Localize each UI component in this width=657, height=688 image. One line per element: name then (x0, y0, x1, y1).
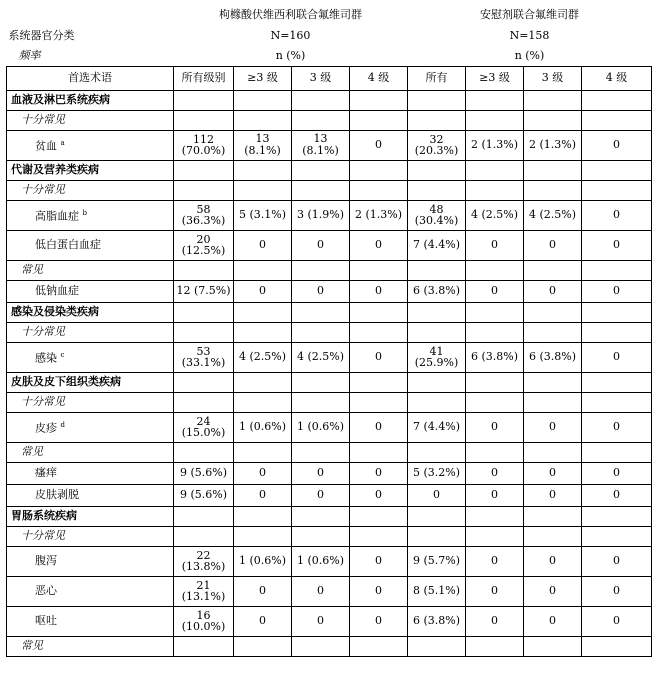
empty-cell (234, 90, 292, 110)
freq-label: 频率 (18, 48, 41, 62)
adverse-reaction-table (6, 4, 652, 657)
value-cell: 0 (292, 606, 350, 636)
frequency-row (7, 526, 652, 546)
value-cell: 4 (2.5%) (234, 342, 292, 372)
value-cell: 2 (1.3%) (350, 200, 408, 230)
empty-cell (292, 506, 350, 526)
value-two-line: 58 (36.3%) (181, 203, 226, 227)
col-header: ≥3 级 (466, 66, 524, 90)
frequency-label: 常见 (7, 636, 174, 656)
empty-cell (582, 302, 652, 322)
value-cell: 0 (292, 230, 350, 260)
value-cell: 0 (582, 200, 652, 230)
empty-cell (350, 110, 408, 130)
empty-cell (524, 302, 582, 322)
group1-n: N=160 (270, 29, 311, 42)
empty-cell (234, 180, 292, 200)
frequency-row (7, 442, 652, 462)
value-cell: 0 (582, 280, 652, 302)
soc-name: 感染及侵染类疾病 (7, 302, 174, 322)
empty-cell (582, 180, 652, 200)
empty-cell (466, 392, 524, 412)
empty-cell (408, 526, 466, 546)
empty-cell (350, 442, 408, 462)
group1-npct: n (%) (275, 48, 306, 62)
value-cell: 1 (0.6%) (292, 546, 350, 576)
empty-cell (466, 322, 524, 342)
value-cell: 0 (350, 462, 408, 484)
empty-cell (234, 442, 292, 462)
term-cell (7, 606, 174, 636)
empty-cell (292, 302, 350, 322)
empty-cell (582, 260, 652, 280)
term-row (7, 606, 652, 636)
value-cell: 0 (292, 462, 350, 484)
header-blank (7, 4, 174, 26)
term-name: 低白蛋白血症 (35, 238, 101, 251)
empty-cell (292, 322, 350, 342)
value-cell: 0 (524, 546, 582, 576)
empty-cell (174, 526, 234, 546)
empty-cell (292, 526, 350, 546)
value-two-line: 32 (20.3%) (414, 133, 459, 157)
value-two-line: 24 (15.0%) (181, 415, 226, 439)
empty-cell (524, 526, 582, 546)
soc-row (7, 160, 652, 180)
value-cell: 0 (350, 342, 408, 372)
term-cell (7, 484, 174, 506)
column-header-row (7, 66, 652, 90)
empty-cell (292, 90, 350, 110)
empty-cell (524, 506, 582, 526)
empty-cell (174, 636, 234, 656)
frequency-row (7, 322, 652, 342)
value-cell: 1 (0.6%) (292, 412, 350, 442)
empty-cell (350, 180, 408, 200)
empty-cell (582, 526, 652, 546)
value-cell: 0 (234, 462, 292, 484)
empty-cell (292, 160, 350, 180)
value-cell: 0 (292, 280, 350, 302)
value-cell: 12 (7.5%) (174, 280, 234, 302)
term-name: 皮肤剥脱 (35, 488, 79, 501)
term-name: 感染 (35, 351, 57, 365)
value-cell: 0 (582, 546, 652, 576)
empty-cell (234, 372, 292, 392)
empty-cell (292, 636, 350, 656)
value-cell: 13 (8.1%) (292, 130, 350, 160)
empty-cell (408, 302, 466, 322)
empty-cell (350, 302, 408, 322)
empty-cell (174, 372, 234, 392)
col-header: 4 级 (582, 66, 652, 90)
value-cell: 0 (350, 576, 408, 606)
value-cell: 1 (0.6%) (234, 412, 292, 442)
empty-cell (234, 260, 292, 280)
value-cell: 0 (582, 130, 652, 160)
value-cell: 0 (524, 462, 582, 484)
term-row (7, 280, 652, 302)
empty-cell (350, 526, 408, 546)
empty-cell (582, 636, 652, 656)
empty-cell (234, 110, 292, 130)
value-cell: 4 (2.5%) (292, 342, 350, 372)
term-cell (7, 546, 174, 576)
empty-cell (174, 302, 234, 322)
empty-cell (234, 160, 292, 180)
value-cell: 0 (524, 230, 582, 260)
value-cell: 4 (2.5%) (524, 200, 582, 230)
term-cell (7, 412, 174, 442)
empty-cell (582, 442, 652, 462)
frequency-row (7, 180, 652, 200)
value-cell: 0 (350, 484, 408, 506)
value-cell: 0 (234, 280, 292, 302)
value-two-line: 41 (25.9%) (414, 345, 459, 369)
value-cell: 0 (582, 230, 652, 260)
soc-name: 血液及淋巴系统疾病 (7, 90, 174, 110)
value-cell: 6 (3.8%) (466, 342, 524, 372)
empty-cell (582, 322, 652, 342)
empty-cell (234, 526, 292, 546)
empty-cell (292, 260, 350, 280)
empty-cell (524, 392, 582, 412)
frequency-row (7, 110, 652, 130)
value-cell: 0 (350, 412, 408, 442)
value-cell: 0 (234, 606, 292, 636)
value-cell: 3 (1.9%) (292, 200, 350, 230)
empty-cell (408, 372, 466, 392)
term-cell (7, 130, 174, 160)
value-cell: 6 (3.8%) (408, 280, 466, 302)
empty-cell (582, 110, 652, 130)
value-cell: 0 (234, 230, 292, 260)
value-two-line: 16 (10.0%) (181, 609, 226, 633)
col-header: 所有 (408, 66, 466, 90)
empty-cell (408, 180, 466, 200)
term-cell (7, 280, 174, 302)
term-cell (7, 462, 174, 484)
empty-cell (174, 322, 234, 342)
empty-cell (466, 260, 524, 280)
term-cell (7, 342, 174, 372)
value-cell: 0 (466, 576, 524, 606)
empty-cell (408, 322, 466, 342)
value-cell: 0 (466, 412, 524, 442)
value-cell: 13 (8.1%) (234, 130, 292, 160)
value-cell: 9 (5.6%) (174, 462, 234, 484)
empty-cell (350, 636, 408, 656)
value-cell (174, 342, 234, 372)
empty-cell (408, 160, 466, 180)
soc-row (7, 372, 652, 392)
empty-cell (350, 160, 408, 180)
frequency-label: 常见 (7, 260, 174, 280)
empty-cell (466, 160, 524, 180)
value-cell: 0 (582, 576, 652, 606)
empty-cell (408, 90, 466, 110)
empty-cell (524, 160, 582, 180)
col-header: 3 级 (292, 66, 350, 90)
soc-row (7, 506, 652, 526)
col-header: 3 级 (524, 66, 582, 90)
frequency-row (7, 392, 652, 412)
value-cell: 0 (350, 546, 408, 576)
col-header: 4 级 (350, 66, 408, 90)
empty-cell (466, 506, 524, 526)
empty-cell (582, 160, 652, 180)
empty-cell (408, 110, 466, 130)
term-name: 瘙痒 (35, 466, 57, 479)
value-two-line: 112 (70.0%) (181, 133, 226, 157)
value-cell: 0 (350, 230, 408, 260)
value-two-line: 53 (33.1%) (181, 345, 226, 369)
term-row (7, 576, 652, 606)
term-cell (7, 230, 174, 260)
value-cell (174, 576, 234, 606)
value-cell: 8 (5.1%) (408, 576, 466, 606)
value-cell: 0 (350, 606, 408, 636)
empty-cell (466, 442, 524, 462)
footnote-marker: a (60, 139, 65, 148)
pt-label: 首选术语 (7, 66, 174, 90)
value-cell: 0 (350, 280, 408, 302)
empty-cell (524, 322, 582, 342)
empty-cell (292, 180, 350, 200)
value-cell: 0 (466, 462, 524, 484)
value-cell: 2 (1.3%) (466, 130, 524, 160)
value-cell: 0 (466, 546, 524, 576)
empty-cell (234, 322, 292, 342)
group1-title: 枸橼酸伏维西利联合氟维司群 (219, 8, 362, 21)
empty-cell (524, 110, 582, 130)
value-cell: 5 (3.2%) (408, 462, 466, 484)
empty-cell (466, 526, 524, 546)
value-cell: 6 (3.8%) (408, 606, 466, 636)
footnote-marker: d (60, 421, 65, 430)
empty-cell (582, 506, 652, 526)
empty-cell (582, 392, 652, 412)
footnote-marker: b (82, 209, 87, 218)
term-row (7, 230, 652, 260)
soc-name: 代谢及营养类疾病 (7, 160, 174, 180)
value-cell: 7 (4.4%) (408, 230, 466, 260)
empty-cell (174, 442, 234, 462)
empty-cell (174, 260, 234, 280)
term-name: 呕吐 (35, 614, 57, 627)
empty-cell (524, 260, 582, 280)
empty-cell (292, 392, 350, 412)
term-name: 低钠血症 (35, 284, 79, 297)
term-cell (7, 200, 174, 230)
soc-label: 系统器官分类 (8, 29, 75, 42)
term-row (7, 546, 652, 576)
value-cell: 0 (466, 230, 524, 260)
value-cell: 0 (582, 606, 652, 636)
value-cell: 9 (5.6%) (174, 484, 234, 506)
empty-cell (408, 636, 466, 656)
value-cell: 0 (234, 484, 292, 506)
value-cell: 7 (4.4%) (408, 412, 466, 442)
value-cell: 0 (408, 484, 466, 506)
empty-cell (174, 90, 234, 110)
empty-cell (234, 302, 292, 322)
value-cell: 0 (582, 342, 652, 372)
empty-cell (408, 260, 466, 280)
col-header: ≥3 级 (234, 66, 292, 90)
value-cell: 0 (292, 576, 350, 606)
value-cell: 0 (524, 576, 582, 606)
term-row (7, 342, 652, 372)
empty-cell (174, 110, 234, 130)
group2-title: 安慰剂联合氟维司群 (480, 8, 579, 21)
value-cell (174, 606, 234, 636)
value-cell: 9 (5.7%) (408, 546, 466, 576)
empty-cell (174, 180, 234, 200)
value-cell: 0 (466, 606, 524, 636)
empty-cell (292, 442, 350, 462)
value-cell (408, 200, 466, 230)
value-cell: 0 (582, 412, 652, 442)
empty-cell (174, 392, 234, 412)
empty-cell (350, 372, 408, 392)
soc-row (7, 90, 652, 110)
term-row (7, 484, 652, 506)
value-cell: 0 (524, 412, 582, 442)
value-cell: 5 (3.1%) (234, 200, 292, 230)
empty-cell (582, 372, 652, 392)
empty-cell (466, 180, 524, 200)
empty-cell (466, 636, 524, 656)
empty-cell (292, 110, 350, 130)
empty-cell (524, 90, 582, 110)
value-cell: 2 (1.3%) (524, 130, 582, 160)
empty-cell (234, 392, 292, 412)
empty-cell (350, 392, 408, 412)
footnote-marker: c (60, 351, 65, 360)
frequency-row (7, 636, 652, 656)
empty-cell (174, 506, 234, 526)
value-cell: 0 (292, 484, 350, 506)
value-cell (408, 342, 466, 372)
value-cell (174, 412, 234, 442)
frequency-label: 十分常见 (7, 526, 174, 546)
value-cell: 4 (2.5%) (466, 200, 524, 230)
empty-cell (466, 372, 524, 392)
empty-cell (524, 636, 582, 656)
empty-cell (350, 506, 408, 526)
value-cell (174, 200, 234, 230)
value-cell: 6 (3.8%) (524, 342, 582, 372)
empty-cell (174, 160, 234, 180)
value-cell (174, 546, 234, 576)
value-cell: 0 (524, 280, 582, 302)
value-cell: 0 (350, 130, 408, 160)
empty-cell (350, 90, 408, 110)
frequency-label: 常见 (7, 442, 174, 462)
value-cell: 0 (524, 484, 582, 506)
value-cell (174, 230, 234, 260)
soc-name: 皮肤及皮下组织类疾病 (7, 372, 174, 392)
term-name: 高脂血症 (35, 209, 79, 223)
term-name: 皮疹 (35, 421, 57, 435)
term-row (7, 462, 652, 484)
frequency-label: 十分常见 (7, 322, 174, 342)
empty-cell (408, 442, 466, 462)
empty-cell (292, 372, 350, 392)
value-cell (174, 130, 234, 160)
empty-cell (524, 372, 582, 392)
value-cell: 1 (0.6%) (234, 546, 292, 576)
empty-cell (466, 110, 524, 130)
empty-cell (466, 302, 524, 322)
value-cell: 0 (524, 606, 582, 636)
term-row (7, 200, 652, 230)
empty-cell (350, 322, 408, 342)
empty-cell (524, 442, 582, 462)
value-cell: 0 (466, 484, 524, 506)
value-two-line: 48 (30.4%) (414, 203, 459, 227)
value-cell: 0 (582, 462, 652, 484)
empty-cell (234, 506, 292, 526)
empty-cell (234, 636, 292, 656)
empty-cell (408, 392, 466, 412)
value-cell: 0 (582, 484, 652, 506)
group2-npct: n (%) (514, 48, 545, 62)
term-cell (7, 576, 174, 606)
empty-cell (582, 90, 652, 110)
value-two-line: 21 (13.1%) (181, 579, 226, 603)
group2-n: N=158 (509, 29, 550, 42)
term-row (7, 130, 652, 160)
soc-name: 胃肠系统疾病 (7, 506, 174, 526)
term-name: 贫血 (35, 139, 57, 153)
frequency-label: 十分常见 (7, 392, 174, 412)
value-cell: 0 (234, 576, 292, 606)
frequency-row (7, 260, 652, 280)
empty-cell (524, 180, 582, 200)
value-two-line: 20 (12.5%) (181, 233, 226, 257)
value-cell (408, 130, 466, 160)
frequency-label: 十分常见 (7, 180, 174, 200)
value-cell: 0 (466, 280, 524, 302)
frequency-label: 十分常见 (7, 110, 174, 130)
empty-cell (466, 90, 524, 110)
term-row (7, 412, 652, 442)
col-header: 所有级别 (174, 66, 234, 90)
value-two-line: 22 (13.8%) (181, 549, 226, 573)
term-name: 腹泻 (35, 554, 57, 567)
empty-cell (350, 260, 408, 280)
empty-cell (408, 506, 466, 526)
soc-row (7, 302, 652, 322)
term-name: 恶心 (35, 584, 57, 597)
